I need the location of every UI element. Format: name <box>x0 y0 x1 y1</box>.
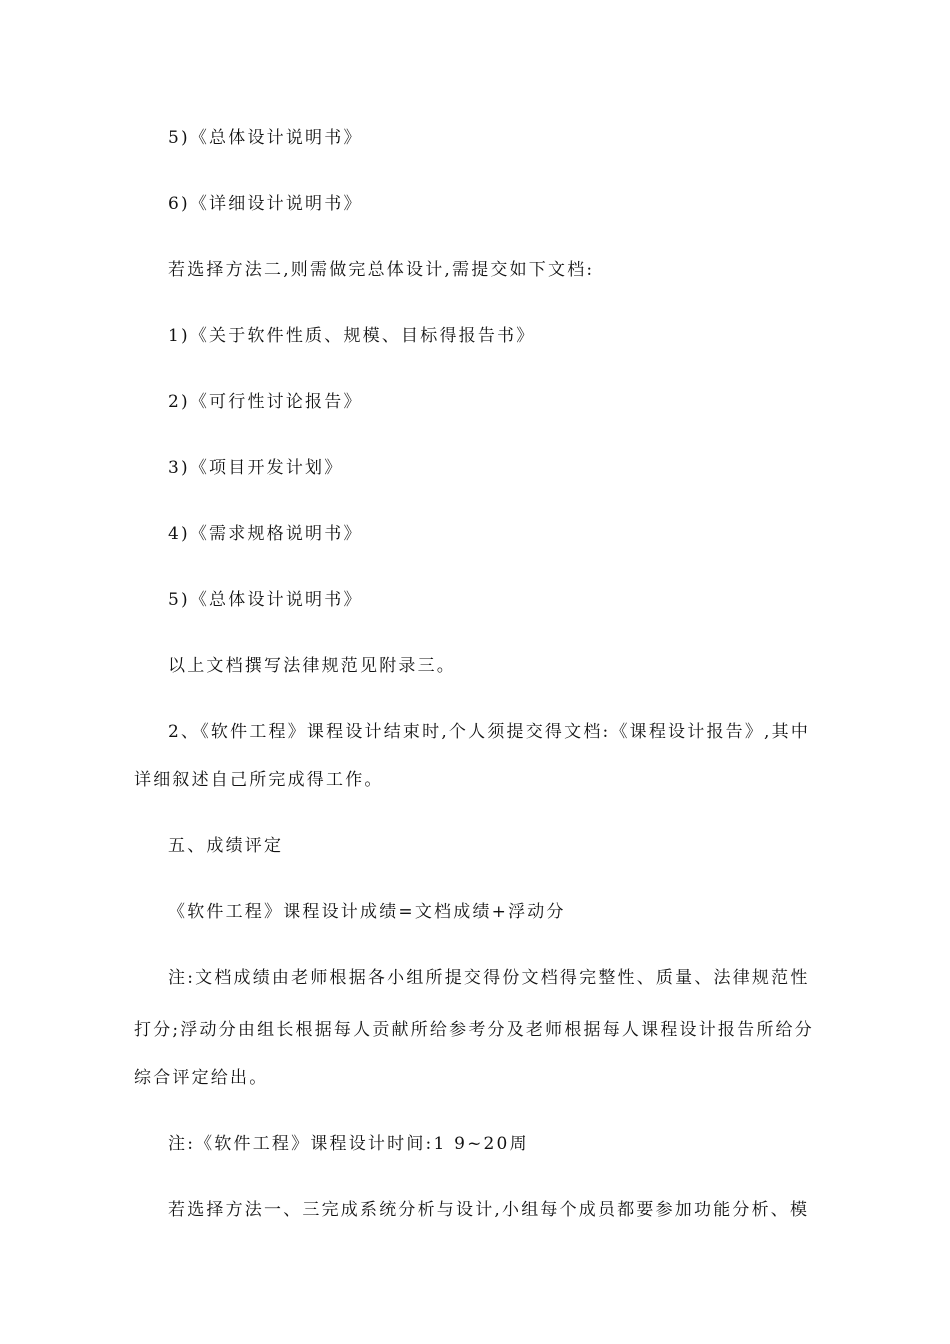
list-item-feasibility-report: 2)《可行性讨论报告》 <box>168 392 363 412</box>
list-item-overall-design: 5)《总体设计说明书》 <box>168 128 363 148</box>
paragraph-note-grading-cont1: 打分;浮动分由组长根据每人贡献所给参考分及老师根据每人课程设计报告所给分 <box>134 1020 814 1040</box>
list-item-overall-design-2: 5)《总体设计说明书》 <box>168 590 363 610</box>
paragraph-personal-report-cont: 详细叙述自己所完成得工作。 <box>134 770 384 790</box>
paragraph-note-grading: 注:文档成绩由老师根据各小组所提交得份文档得完整性、质量、法律规范性 <box>168 968 810 988</box>
paragraph-grade-formula: 《软件工程》课程设计成绩=文档成绩+浮动分 <box>168 902 566 922</box>
list-item-project-plan: 3)《项目开发计划》 <box>168 458 344 478</box>
paragraph-appendix-note: 以上文档撰写法律规范见附录三。 <box>168 656 456 676</box>
paragraph-note-schedule: 注:《软件工程》课程设计时间:1 9~20周 <box>168 1134 529 1154</box>
paragraph-method-one-three: 若选择方法一、三完成系统分析与设计,小组每个成员都要参加功能分析、模 <box>168 1200 810 1220</box>
list-item-software-report: 1)《关于软件性质、规模、目标得报告书》 <box>168 326 536 346</box>
paragraph-method-two: 若选择方法二,则需做完总体设计,需提交如下文档: <box>168 260 595 280</box>
list-item-requirements-spec: 4)《需求规格说明书》 <box>168 524 363 544</box>
paragraph-note-grading-cont2: 综合评定给出。 <box>134 1068 269 1088</box>
list-item-detailed-design: 6)《详细设计说明书》 <box>168 194 363 214</box>
section-heading-grading: 五、成绩评定 <box>168 836 284 856</box>
paragraph-personal-report: 2、《软件工程》课程设计结束时,个人须提交得文档:《课程设计报告》,其中 <box>168 722 811 742</box>
